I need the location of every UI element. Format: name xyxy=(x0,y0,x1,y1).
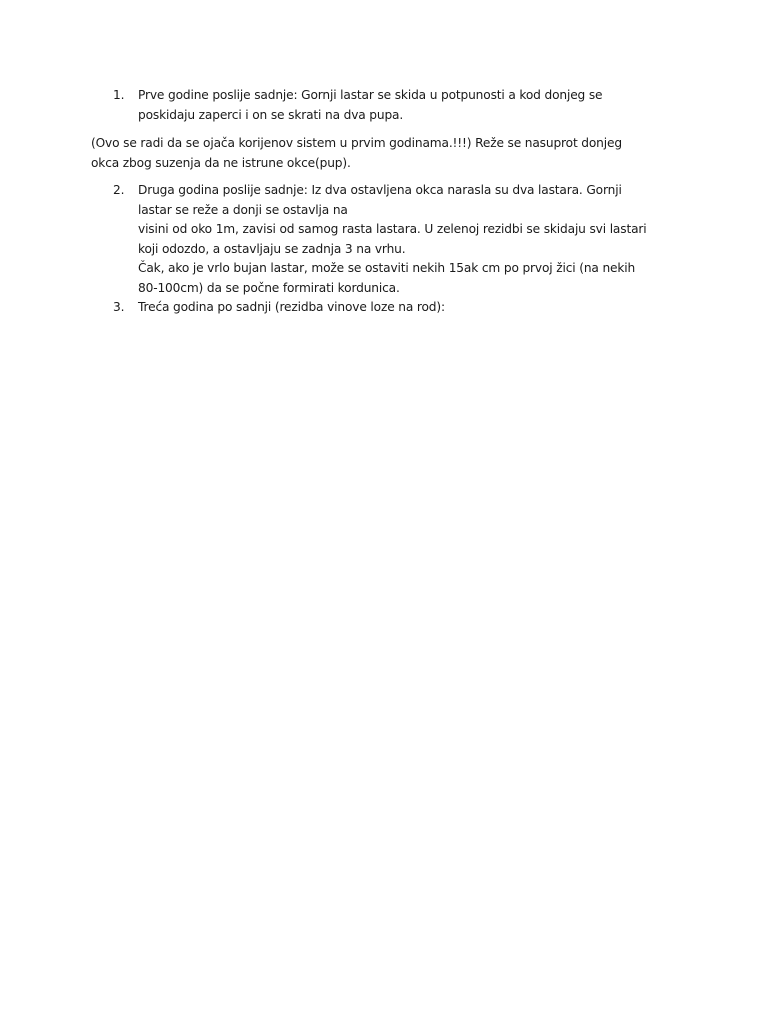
text-line: Druga godina poslije sadnje: Iz dva ostavljena okca narasla su dva lastara. Gornji xyxy=(138,183,622,197)
text-line: okca zbog suzenja da ne istrune okce(pup). xyxy=(91,155,351,170)
text-line: Treća godina po sadnji (rezidba vinove loze na rod): xyxy=(138,300,445,314)
list-number-3: 3. xyxy=(113,300,125,314)
text-line: koji odozdo, a ostavljaju se zadnja 3 na vrhu. xyxy=(138,241,406,256)
text-line: poskidaju zaperci i on se skrati na dva pupa. xyxy=(138,107,404,122)
list-item-2-text xyxy=(138,181,673,298)
text-line: lastar se reže a donji se ostavlja na xyxy=(138,202,348,217)
note-paragraph xyxy=(91,134,671,173)
list-number-2: 2. xyxy=(113,183,125,197)
text-line: Čak, ako je vrlo bujan lastar, može se ostaviti nekih 15ak cm po prvoj žici (na nekih xyxy=(138,261,636,275)
list-item-3 xyxy=(113,298,673,318)
text-line: (Ovo se radi da se ojača korijenov sistem u prvim godinama.!!!) Reže se nasuprot donjeg xyxy=(91,136,622,150)
text-line: Prve godine poslije sadnje: Gornji lastar se skida u potpunosti a kod donjeg se xyxy=(138,88,603,102)
text-line: 80-100cm) da se počne formirati kordunica. xyxy=(138,280,400,295)
list-item-3-text xyxy=(138,298,673,318)
list-item-1 xyxy=(113,86,673,125)
list-item-1-text xyxy=(138,86,673,125)
list-number-1: 1. xyxy=(113,88,125,102)
text-line: visini od oko 1m, zavisi od samog rasta lastara. U zelenoj rezidbi se skidaju svi lastari xyxy=(138,222,647,236)
list-item-2 xyxy=(113,181,673,298)
